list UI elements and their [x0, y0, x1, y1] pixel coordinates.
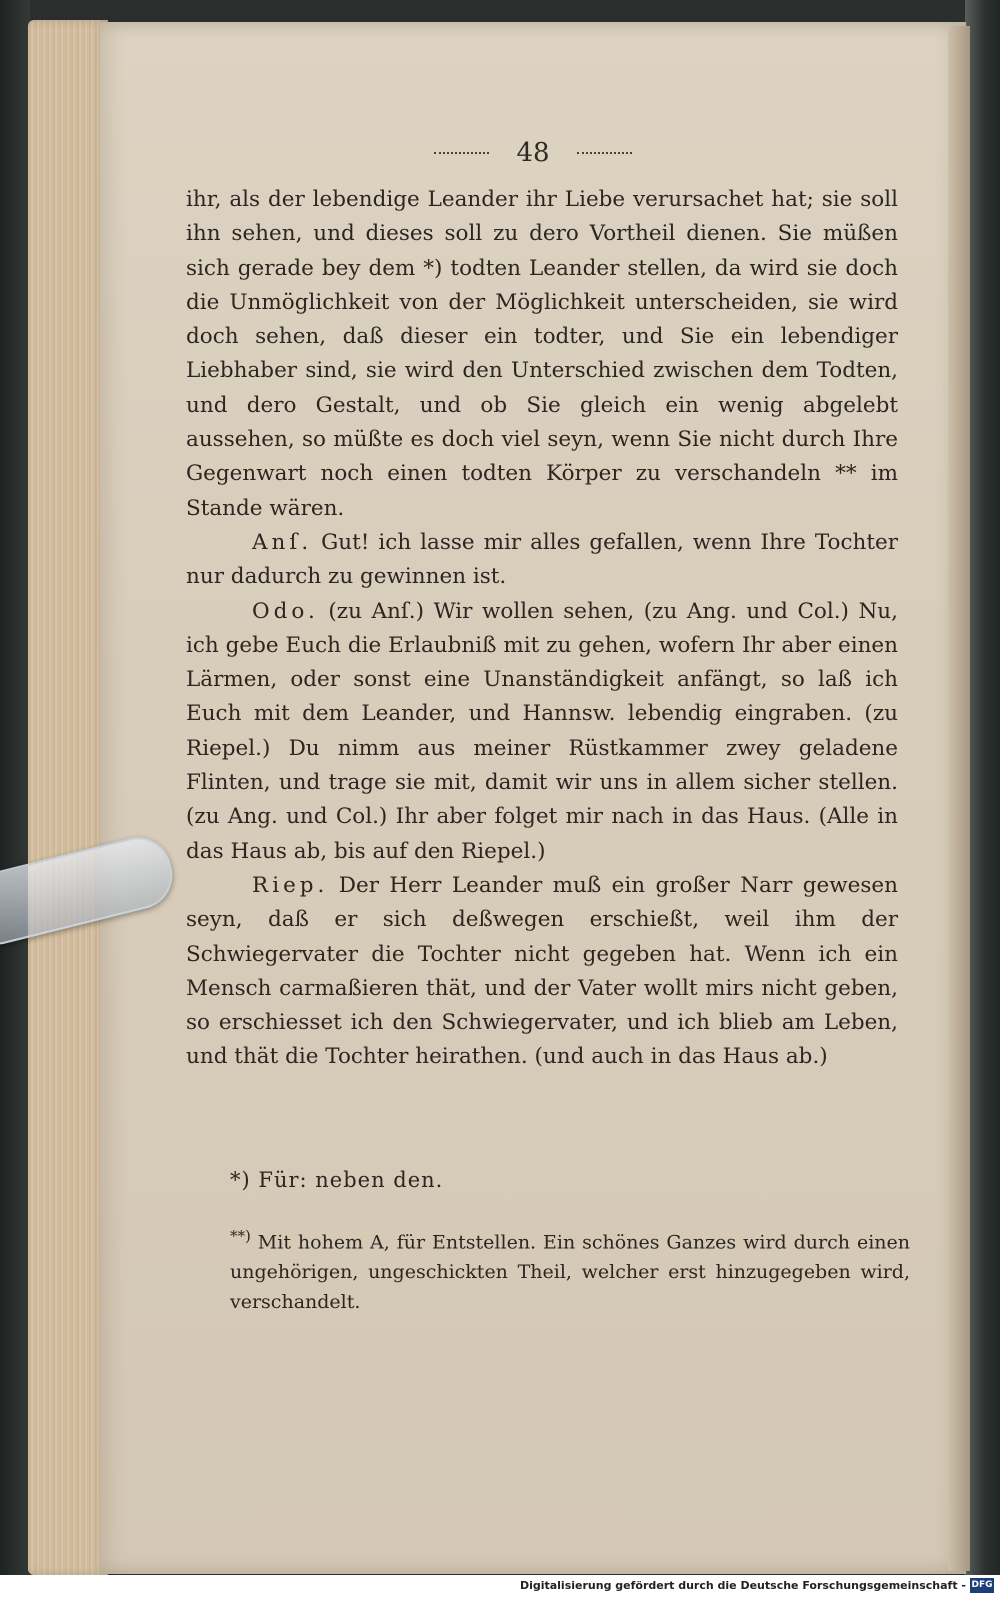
scanner-background-left	[0, 0, 30, 1598]
scanner-background-right	[965, 0, 1000, 1598]
speech-text: (zu Anſ.) Wir wollen sehen, (zu Ang. und Col.) Nu, ich gebe Euch die Erlaubniß mit zu gehen, wofern Ihr aber einen Lärmen, oder sonst eine Unanständigkeit anfängt, so laß ich Euch mit dem Leander, und Hannsw. lebendig eingraben. (zu Riepel.) Du nimm aus meiner Rüstkammer zwey geladene Flinten, und trage sie mit, damit wir uns in allem sicher stellen. (zu Ang. und Col.) Ihr aber folget mir nach in das Haus. (Alle in das Haus ab, bis auf den Riepel.)	[186, 598, 898, 864]
header-rule-right	[577, 152, 632, 154]
speaker-name: Odo.	[252, 598, 319, 624]
page-header	[100, 138, 966, 178]
speaker-name: Anſ.	[252, 529, 313, 555]
page-number: 48	[516, 138, 550, 168]
funding-credit: Digitalisierung gefördert durch die Deutsche Forschungsgemeinschaft -	[519, 1579, 966, 1592]
paragraph-1: ihr, als der lebendige Leander ihr Liebe verursachet hat; sie soll ihn sehen, und dieses soll zu dero Vortheil dienen. Sie müßen sich gerade bey dem *) todten Leander stellen, da wird sie doch die Unmöglichkeit von der Möglichkeit unterscheiden, sie wird doch sehen, daß dieser ein todter, und Sie ein lebendiger Liebhaber sind, sie wird den Unterschied zwischen dem Todten, und dero Gestalt, und ob Sie gleich ein wenig abgelebt aussehen, so müßte es doch viel seyn, wenn Sie nicht durch Ihre Gegenwart noch einen todten Körper zu verschandeln ** im Stande wären.	[186, 187, 898, 521]
speaker-name: Riep.	[252, 872, 329, 898]
paragraph-3	[186, 595, 898, 869]
speech-text: Gut! ich lasse mir alles gefallen, wenn Ihre Tochter nur dadurch zu gewinnen ist.	[186, 529, 898, 590]
footnote-text: Für: neben den.	[250, 1168, 444, 1192]
speech-text: Der Herr Leander muß ein großer Narr gewesen seyn, daß er sich deßwegen erschießt, weil ihm der Schwiegervater die Tochter nicht gegeben hat. Wenn ich ein Mensch carmaßieren thät, und der Vater wollt mirs nicht geben, so erschiesset ich den Schwiegervater, und ich blieb am Leben, und thät die Tochter heirathen. (und auch in das Haus ab.)	[186, 872, 898, 1070]
footnote-2	[230, 1221, 910, 1317]
dfg-logo: DFG	[970, 1578, 994, 1593]
digitization-footer	[0, 1575, 1000, 1598]
book-page-stack	[28, 20, 108, 1575]
footnotes	[230, 1165, 910, 1317]
paragraph-2	[186, 526, 898, 595]
page-body	[186, 183, 898, 1075]
header-rule-left	[434, 152, 489, 154]
footnote-mark: **)	[230, 1227, 251, 1245]
footnote-1	[230, 1165, 910, 1195]
footnote-text: Mit hohem A, für Entstellen. Ein schönes Ganzes wird durch einen ungehörigen, ungeschickten Theil, welcher erst hinzugegeben wird, verschandelt.	[230, 1231, 910, 1314]
book-gutter	[948, 26, 970, 1571]
footnote-mark: *)	[230, 1168, 251, 1192]
paragraph-4	[186, 869, 898, 1075]
